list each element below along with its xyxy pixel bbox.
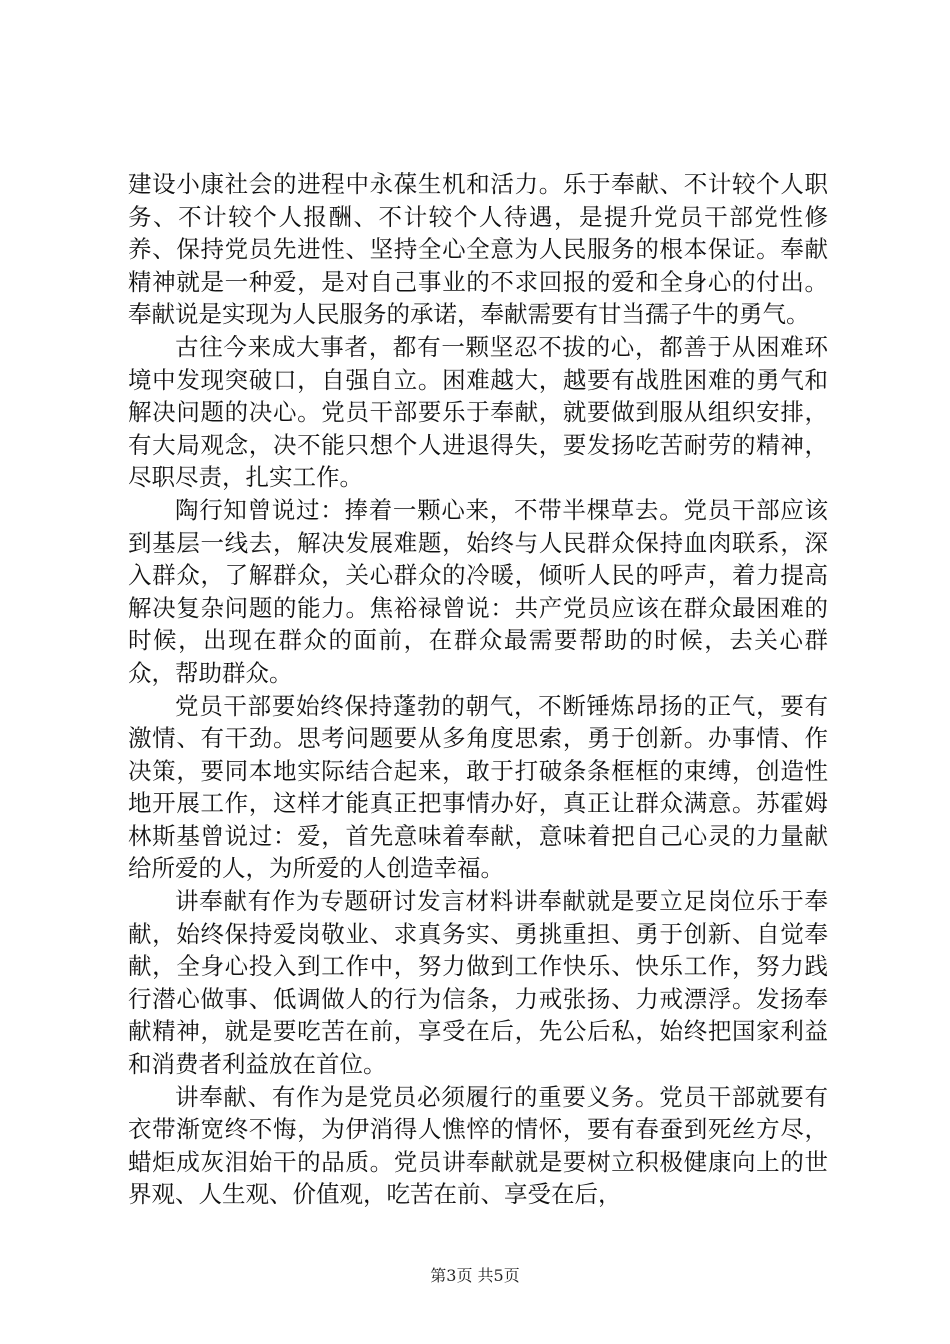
paragraph-6: 讲奉献、有作为是党员必须履行的重要义务。党员干部就要有衣带渐宽终不悔，为伊消得人憔悴的情怀，要有春蚕到死丝方尽，蜡炬成灰泪始干的品质。党员讲奉献就是要树立积极健康向上的世界观、人生观、价值观，吃苦在前、享受在后， [128, 1082, 828, 1209]
page-footer [0, 1266, 950, 1286]
paragraph-4: 党员干部要始终保持蓬勃的朝气，不断锤炼昂扬的正气，要有激情、有干劲。思考问题要从多角度思索，勇于创新。办事情、作决策，要同本地实际结合起来，敢于打破条条框框的束缚，创造性地开展工作，这样才能真正把事情办好，真正让群众满意。苏霍姆林斯基曾说过：爱，首先意味着奉献，意味着把自己心灵的力量献给所爱的人，为所爱的人创造幸福。 [128, 691, 828, 883]
paragraph-2: 古往今来成大事者，都有一颗坚忍不拔的心，都善于从困难环境中发现突破口，自强自立。困难越大，越要有战胜困难的勇气和解决问题的决心。党员干部要乐于奉献，就要做到服从组织安排，有大局观念，决不能只想个人进退得失，要发扬吃苦耐劳的精神，尽职尽责，扎实工作。 [128, 332, 828, 492]
page-number-label: 第3页 共5页 [430, 1266, 520, 1285]
paragraph-1: 建设小康社会的进程中永葆生机和活力。乐于奉献、不计较个人职务、不计较个人报酬、不计较个人待遇，是提升党员干部党性修养、保持党员先进性、坚持全心全意为人民服务的根本保证。奉献精神就是一种爱，是对自己事业的不求回报的爱和全身心的付出。奉献说是实现为人民服务的承诺，奉献需要有甘当孺子牛的勇气。 [128, 170, 828, 329]
paragraph-3: 陶行知曾说过：捧着一颗心来，不带半棵草去。党员干部应该到基层一线去，解决发展难题，始终与人民群众保持血肉联系，深入群众，了解群众，关心群众的冷暖，倾听人民的呼声，着力提高解决复杂问题的能力。焦裕禄曾说：共产党员应该在群众最困难的时候，出现在群众的面前，在群众最需要帮助的时候，去关心群众，帮助群众。 [128, 495, 828, 687]
document-body [128, 168, 828, 1211]
paragraph-5: 讲奉献有作为专题研讨发言材料讲奉献就是要立足岗位乐于奉献，始终保持爱岗敬业、求真务实、勇挑重担、勇于创新、自觉奉献，全身心投入到工作中，努力做到工作快乐、快乐工作，努力践行潜心做事、低调做人的行为信条，力戒张扬、力戒漂浮。发扬奉献精神，就是要吃苦在前，享受在后，先公后私，始终把国家利益和消费者利益放在首位。 [128, 887, 828, 1079]
